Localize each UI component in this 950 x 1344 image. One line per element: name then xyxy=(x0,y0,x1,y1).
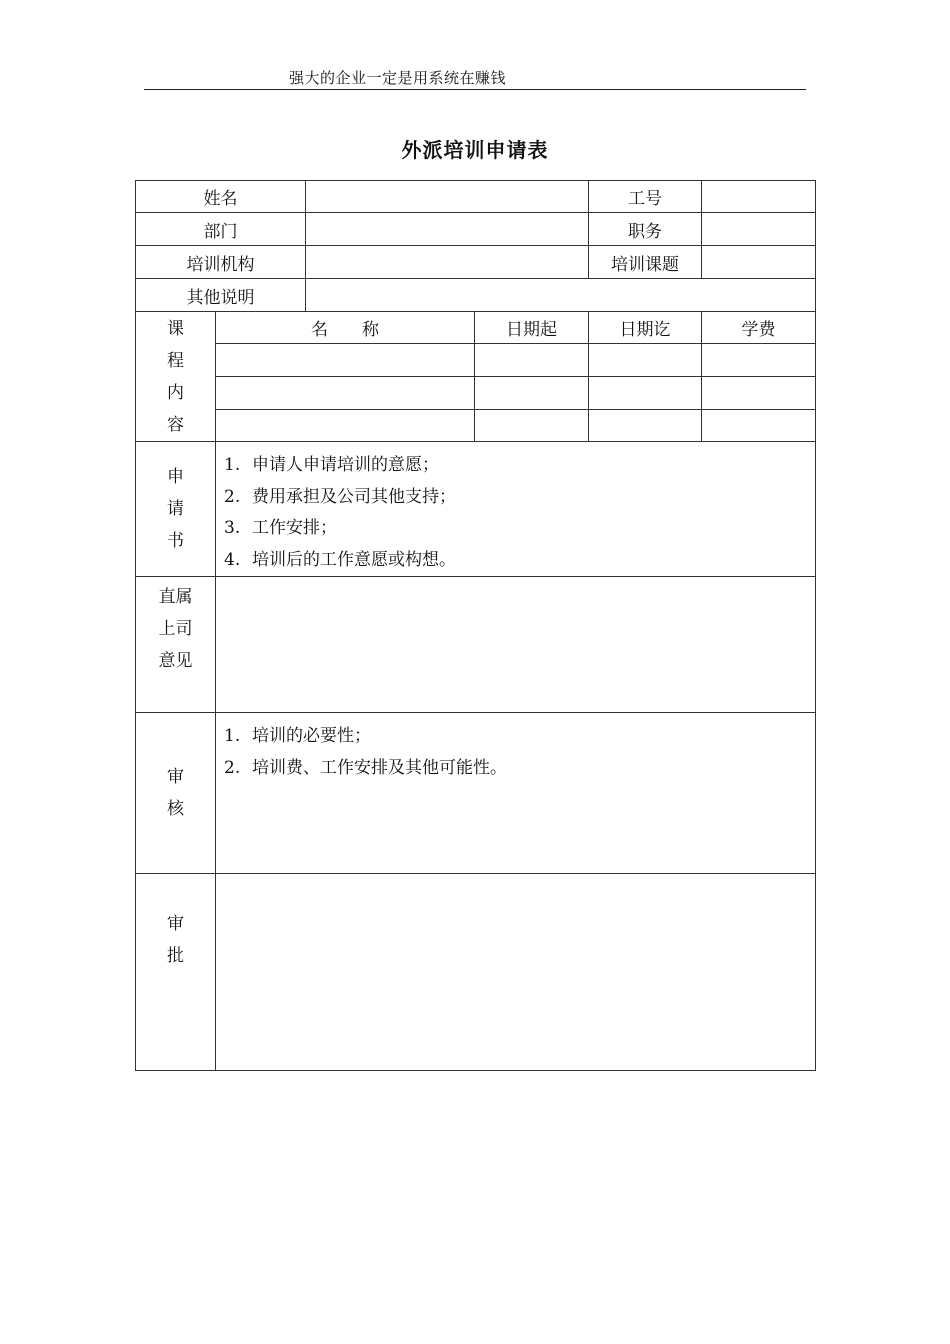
course-row xyxy=(136,410,816,442)
approval-field[interactable] xyxy=(216,874,816,1071)
course-end-cell[interactable] xyxy=(589,410,702,442)
course-end-cell[interactable] xyxy=(589,344,702,377)
list-item: 2. 费用承担及公司其他支持； xyxy=(224,486,456,507)
application-side-char: 请 xyxy=(167,499,184,519)
supervisor-side-line: 直属 xyxy=(158,587,193,607)
list-item: 1. 申请人申请培训的意愿； xyxy=(224,455,439,475)
review-side-label xyxy=(136,713,216,874)
notes-field[interactable] xyxy=(306,279,816,312)
course-side-label xyxy=(136,312,216,442)
header-rule xyxy=(144,89,806,90)
course-name-cell[interactable] xyxy=(216,344,475,377)
supervisor-side-label xyxy=(136,577,216,713)
department-field[interactable] xyxy=(306,213,589,246)
course-end-cell[interactable] xyxy=(589,377,702,410)
approval-side-char: 审 xyxy=(167,914,184,934)
name-label: 姓名 xyxy=(136,181,306,213)
list-item: 3. 工作安排； xyxy=(224,518,337,538)
course-header-fee: 学费 xyxy=(702,312,816,344)
course-side-char: 课 xyxy=(167,318,184,339)
course-fee-cell[interactable] xyxy=(702,410,816,442)
application-side-char: 书 xyxy=(167,531,184,551)
course-header-start-date: 日期起 xyxy=(475,312,589,344)
course-name-cell[interactable] xyxy=(216,377,475,410)
course-row xyxy=(136,344,816,377)
position-label: 职务 xyxy=(589,213,702,246)
page-title: 外派培训申请表 xyxy=(401,138,549,162)
review-content[interactable] xyxy=(216,713,816,874)
approval-side-char: 批 xyxy=(167,946,184,966)
employee-id-field[interactable] xyxy=(702,181,816,213)
supervisor-side-line: 意见 xyxy=(158,651,193,671)
list-item: 1. 培训的必要性； xyxy=(224,726,371,746)
supervisor-opinion-field[interactable] xyxy=(216,577,816,713)
supervisor-side-line: 上司 xyxy=(158,619,193,639)
course-name-cell[interactable] xyxy=(216,410,475,442)
course-row xyxy=(136,377,816,410)
application-content[interactable] xyxy=(216,442,816,577)
institution-field[interactable] xyxy=(306,246,589,279)
course-fee-cell[interactable] xyxy=(702,377,816,410)
institution-label: 培训机构 xyxy=(136,246,306,279)
course-side-char: 内 xyxy=(167,382,184,403)
notes-label: 其他说明 xyxy=(136,279,306,312)
header-slogan: 强大的企业一定是用系统在赚钱 xyxy=(289,69,507,87)
department-label: 部门 xyxy=(136,213,306,246)
approval-side-label xyxy=(136,874,216,1071)
course-start-cell[interactable] xyxy=(475,410,589,442)
position-field[interactable] xyxy=(702,213,816,246)
review-side-char: 审 xyxy=(167,767,184,787)
list-item: 2. 培训费、工作安排及其他可能性。 xyxy=(224,757,507,778)
course-side-char: 容 xyxy=(167,414,184,435)
course-start-cell[interactable] xyxy=(475,344,589,377)
course-fee-cell[interactable] xyxy=(702,344,816,377)
application-side-label xyxy=(136,442,216,577)
name-field[interactable] xyxy=(306,181,589,213)
course-header-end-date: 日期讫 xyxy=(589,312,702,344)
list-item: 4. 培训后的工作意愿或构想。 xyxy=(224,549,456,570)
topic-label: 培训课题 xyxy=(589,246,702,279)
review-side-char: 核 xyxy=(167,799,184,819)
topic-field[interactable] xyxy=(702,246,816,279)
employee-id-label: 工号 xyxy=(589,181,702,213)
training-application-form xyxy=(135,180,816,1071)
course-start-cell[interactable] xyxy=(475,377,589,410)
course-header-name: 名 称 xyxy=(216,312,475,344)
application-side-char: 申 xyxy=(167,467,184,487)
course-side-char: 程 xyxy=(167,350,184,371)
